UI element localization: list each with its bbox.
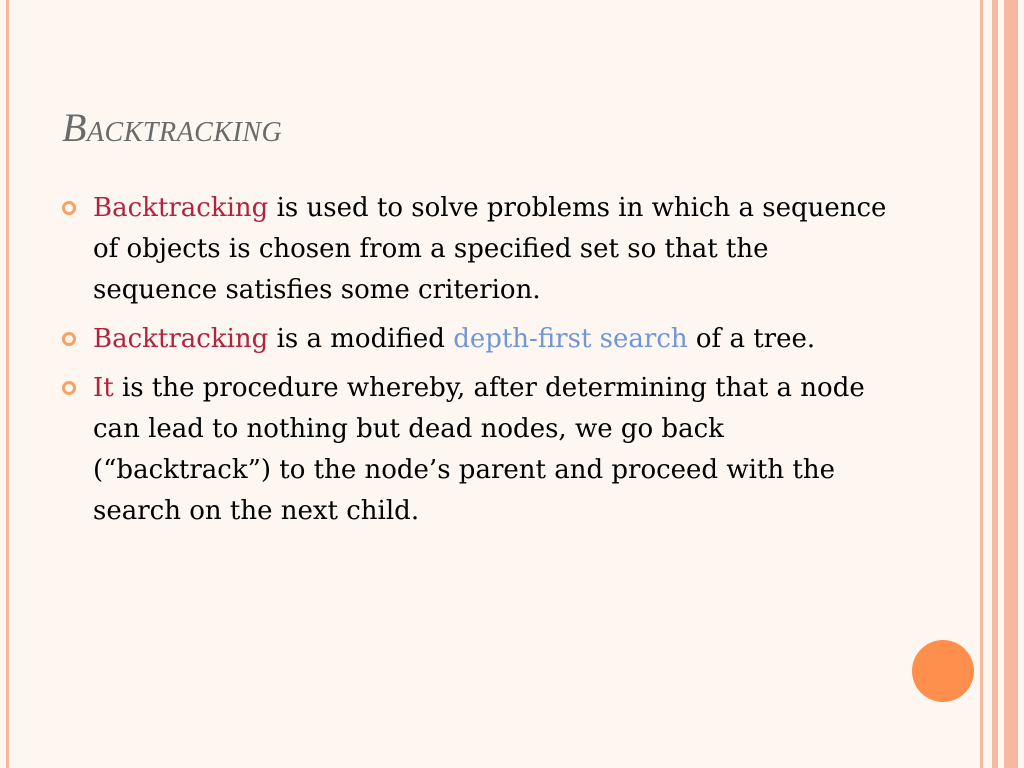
left-border-stripe [6,0,9,768]
bullet-list [62,188,892,540]
term-highlight: Backtracking [93,324,269,354]
right-border-stripe-1 [980,0,983,768]
hollow-circle-icon [62,201,76,215]
orange-circle-decoration [912,640,974,702]
bullet-item-2 [62,319,892,360]
term-highlight: Backtracking [93,193,269,223]
right-border-stripe-2 [992,0,998,768]
bullet-item-1 [62,188,892,311]
bullet-item-3 [62,368,892,532]
slide-title: Backtracking [62,105,283,150]
hollow-circle-icon [62,332,76,346]
right-border-stripe-3 [1004,0,1018,768]
depth-first-search-link[interactable]: depth-first search [453,324,688,354]
bullet-text: is used to solve problems in which a sequence of objects is chosen from a specified set so that the sequence satisfies some criterion. [93,193,887,305]
bullet-text: is the procedure whereby, after determining that a node can lead to nothing but dead nodes, we go back (“backtrack”) to the node’s parent and proceed with the search on the next child. [93,373,865,526]
bullet-text: is a modified [268,324,454,354]
term-highlight: It [93,373,114,403]
bullet-text: of a tree. [687,324,816,354]
hollow-circle-icon [62,381,76,395]
